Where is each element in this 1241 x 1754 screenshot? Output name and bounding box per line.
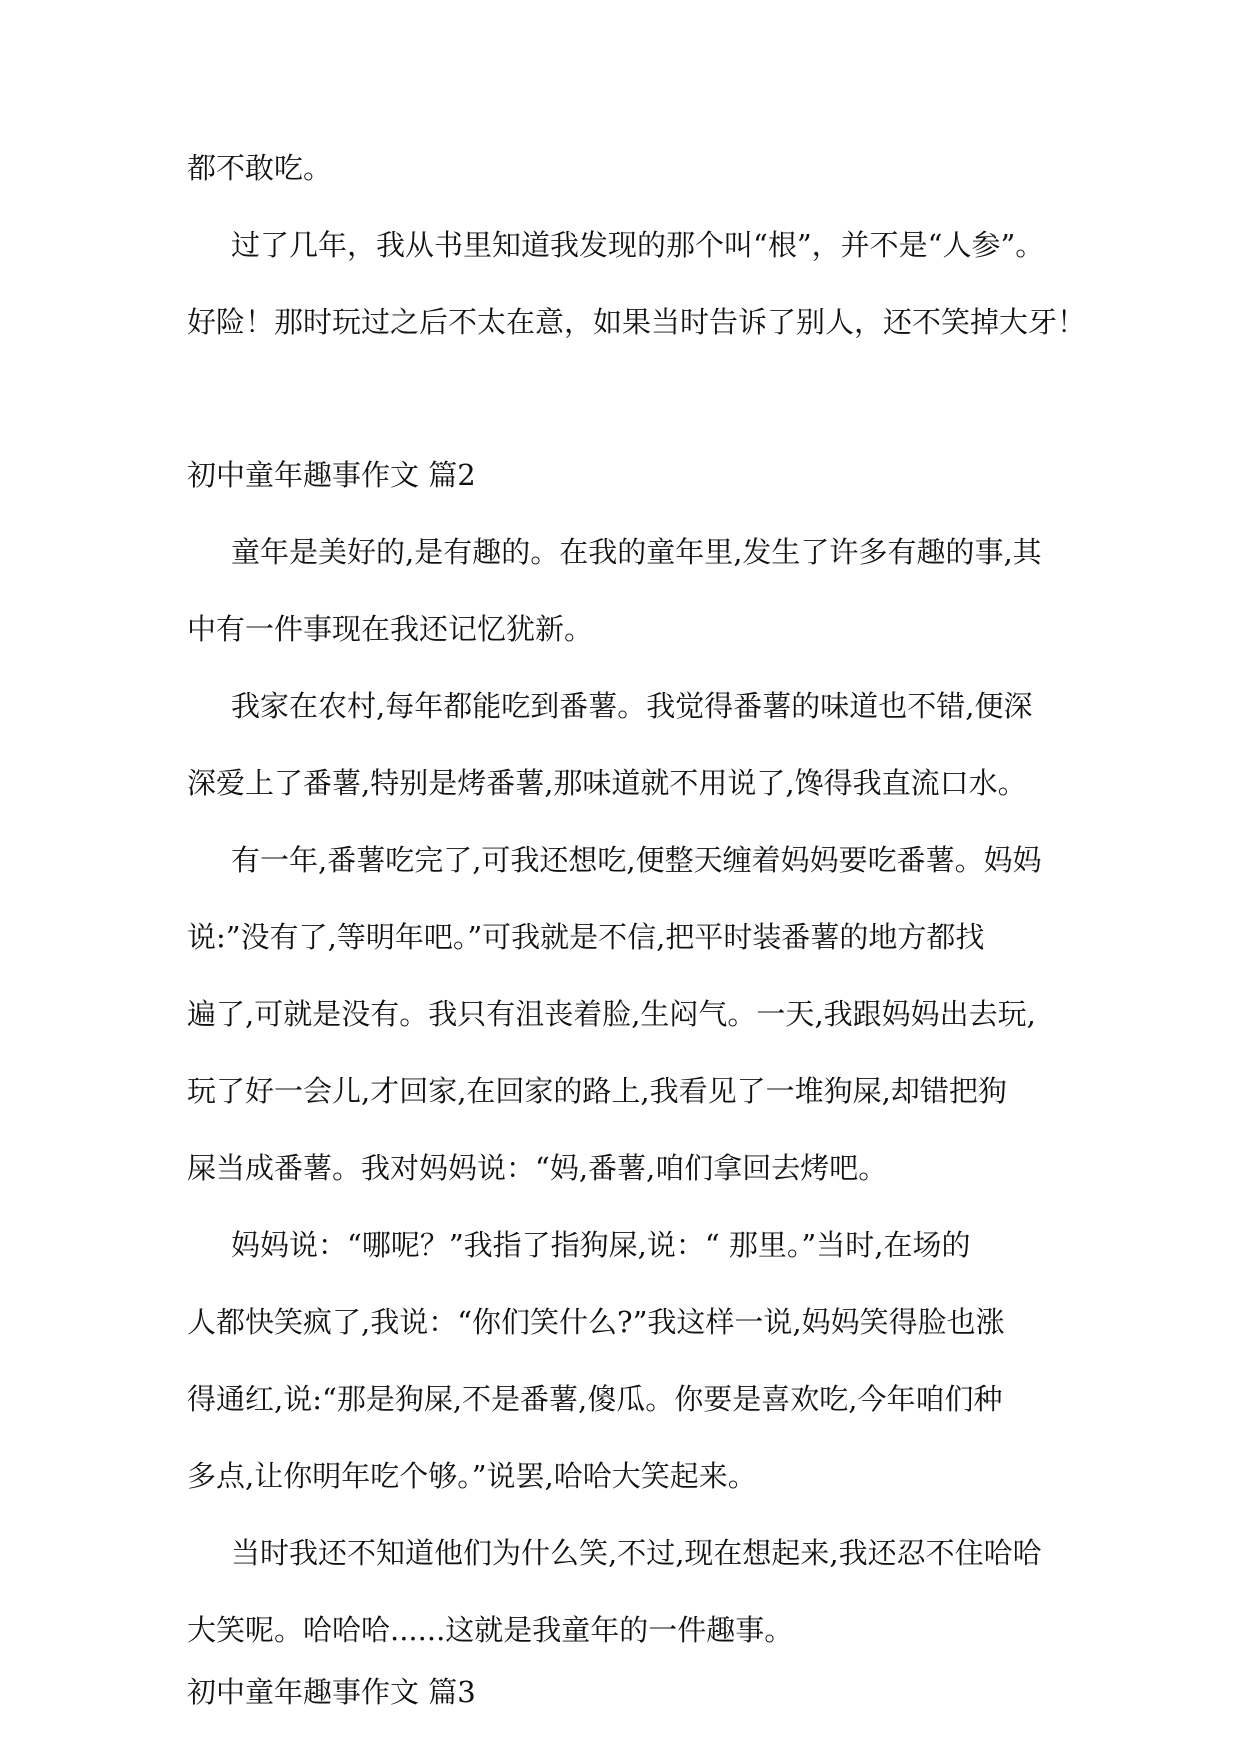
paragraph-line-13: 屎当成番薯。我对妈妈说：“妈,番薯,咱们拿回去烤吧。 [187,1151,888,1185]
paragraph-line-5: 童年是美好的,是有趣的。在我的童年里,发生了许多有趣的事,其 [231,535,1042,569]
paragraph-line-15: 人都快笑疯了,我说：“你们笑什么?”我这样一说,妈妈笑得脸也涨 [187,1305,1005,1339]
paragraph-line-3: 好险！那时玩过之后不太在意，如果当时告诉了别人，还不笑掉大牙！ [187,305,1087,339]
text-line-1: 都不敢吃。 [187,151,333,185]
section-heading-2: 初中童年趣事作文 篇2 [187,458,476,492]
paragraph-line-6: 中有一件事现在我还记忆犹新。 [187,612,594,646]
paragraph-line-9: 有一年,番薯吃完了,可我还想吃,便整天缠着妈妈要吃番薯。妈妈 [231,843,1042,877]
section-heading-3: 初中童年趣事作文 篇3 [187,1675,476,1709]
paragraph-line-19: 大笑呢。哈哈哈......这就是我童年的一件趣事。 [187,1613,794,1647]
paragraph-line-11: 遍了,可就是没有。我只有沮丧着脸,生闷气。一天,我跟妈妈出去玩, [187,997,1036,1031]
paragraph-line-16: 得通红,说:“那是狗屎,不是番薯,傻瓜。你要是喜欢吃,今年咱们种 [187,1382,1003,1416]
paragraph-line-12: 玩了好一会儿,才回家,在回家的路上,我看见了一堆狗屎,却错把狗 [187,1074,1007,1108]
paragraph-line-10: 说:”没有了,等明年吧。”可我就是不信,把平时装番薯的地方都找 [187,920,985,954]
paragraph-line-2: 过了几年，我从书里知道我发现的那个叫“根”，并不是“人参”。 [231,228,1045,262]
paragraph-line-8: 深爱上了番薯,特别是烤番薯,那味道就不用说了,馋得我直流口水。 [187,766,1027,800]
paragraph-line-18: 当时我还不知道他们为什么笑,不过,现在想起来,我还忍不住哈哈 [231,1536,1042,1570]
paragraph-line-14: 妈妈说：“哪呢？”我指了指狗屎,说：“ 那里。”当时,在场的 [231,1228,971,1262]
paragraph-line-7: 我家在农村,每年都能吃到番薯。我觉得番薯的味道也不错,便深 [231,689,1033,723]
paragraph-line-17: 多点,让你明年吃个够。”说罢,哈哈大笑起来。 [187,1459,757,1493]
